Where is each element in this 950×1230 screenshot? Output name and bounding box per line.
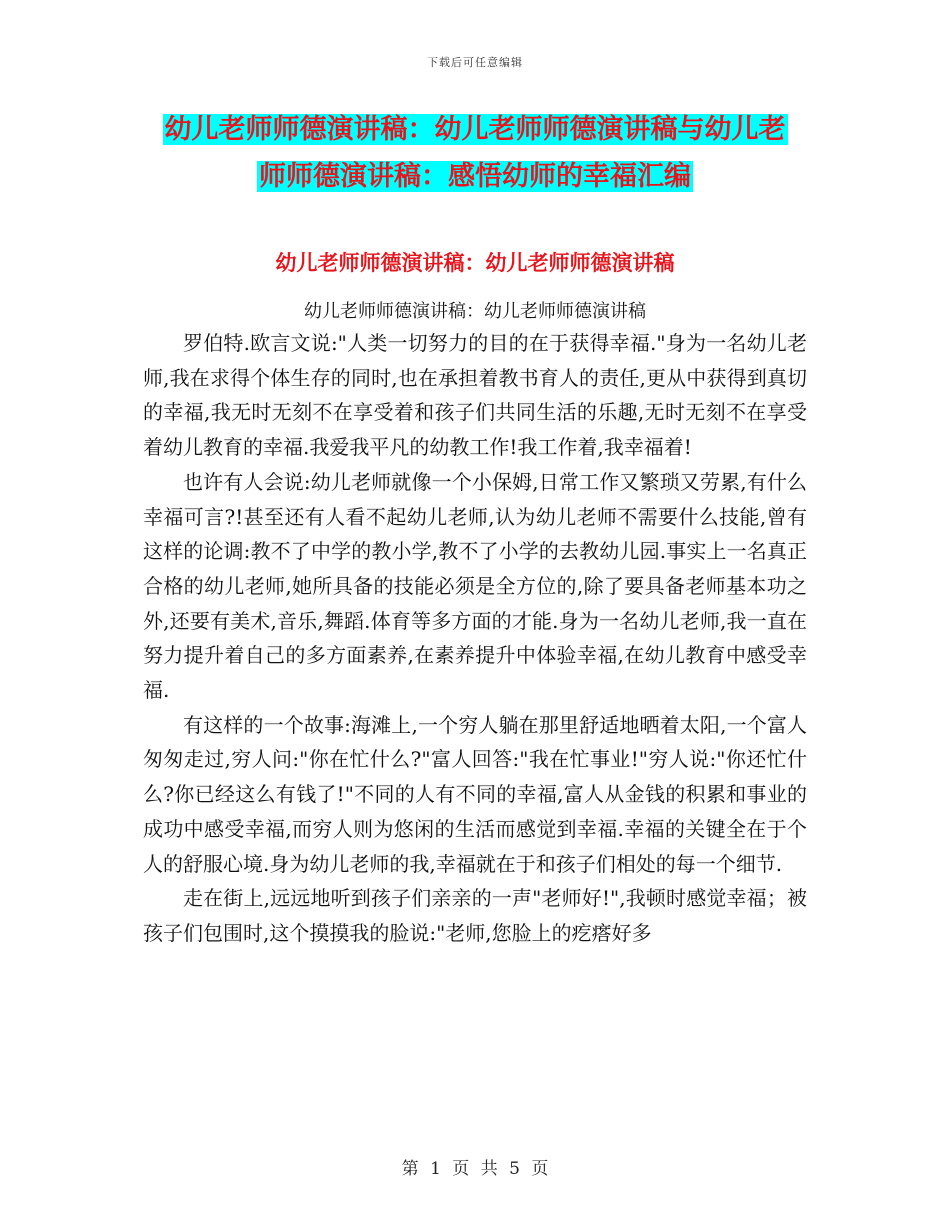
- document-title-line-1: 幼儿老师师德演讲稿：幼儿老师师德演讲稿与幼儿老: [164, 114, 786, 145]
- paragraph: 也许有人会说:幼儿老师就像一个小保姆,日常工作又繁琐又劳累,有什么幸福可言?!甚至还有人看不起幼儿老师,认为幼儿老师不需要什么技能,曾有这样的论调:教不了中学的教小学,教不了小学的去教幼儿园.事实上一名真正合格的幼儿老师,她所具备的技能必须是全方位的,除了要具备老师基本功之外,还要有美术,音乐,舞蹈.体育等多方面的才能.身为一名幼儿老师,我一直在努力提升着自己的多方面素养,在素养提升中体验幸福,在幼儿教育中感受幸福.: [143, 469, 807, 703]
- subtitle: 幼儿老师师德演讲稿：幼儿老师师德演讲稿: [304, 301, 646, 322]
- document-title-line-2: 师师德演讲稿：感悟幼师的幸福汇编: [259, 161, 691, 192]
- section-title: 幼儿老师师德演讲稿：幼儿老师师德演讲稿: [275, 251, 675, 275]
- header-note: 下载后可任意编辑: [427, 56, 523, 69]
- document-title: [143, 106, 807, 200]
- page-number-footer: 第 1 页 共 5 页: [401, 1159, 549, 1179]
- body-text: [143, 326, 807, 951]
- paragraph: 走在街上,远远地听到孩子们亲亲的一声"老师好!",我顿时感觉幸福；被孩子们包围时,这个摸摸我的脸说:"老师,您脸上的疙瘩好多: [143, 886, 807, 945]
- paragraph: 有这样的一个故事:海滩上,一个穷人躺在那里舒适地晒着太阳,一个富人匆匆走过,穷人问:"你在忙什么?"富人回答:"我在忙事业!"穷人说:"你还忙什么?你已经这么有钱了!"不同的人有不同的幸福,富人从金钱的积累和事业的成功中感受幸福,而穷人则为悠闲的生活而感觉到幸福.幸福的关键全在于个人的舒服心境.身为幼儿老师的我,幸福就在于和孩子们相处的每一个细节.: [143, 712, 807, 876]
- paragraph: 罗伯特.欧言文说:"人类一切努力的目的在于获得幸福."身为一名幼儿老师,我在求得个体生存的同时,也在承担着教书育人的责任,更从中获得到真切的幸福,我无时无刻不在享受着和孩子们共同生活的乐趣,无时无刻不在享受着幼儿教育的幸福.我爱我平凡的幼教工作!我工作着,我幸福着!: [143, 331, 807, 460]
